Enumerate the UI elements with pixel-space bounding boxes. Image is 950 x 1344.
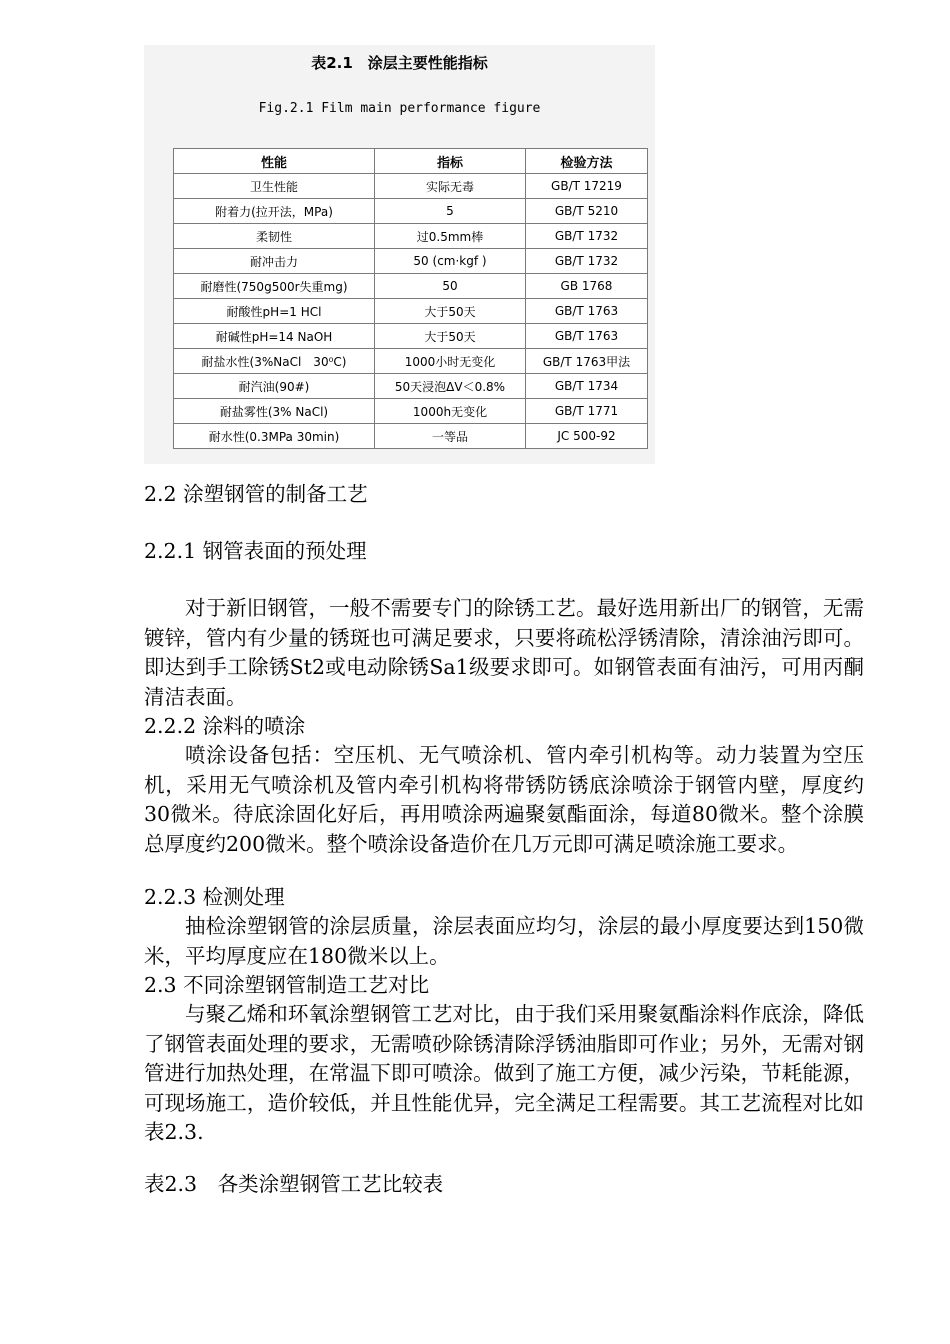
paragraph-2-3: 与聚乙烯和环氧涂塑钢管工艺对比，由于我们采用聚氨酯涂料作底涂，降低了钢管表面处理的要求，无需喷砂除锈清除浮锈油脂即可作业；另外，无需对钢管进行加热处理，在常温下即可喷涂。做到了施工方便，减少污染，节耗能源，可现场施工，造价较低，并且性能优异，完全满足工程需要。其工艺流程对比如表2.3. (144, 1002, 864, 1144)
table-cell: 柔韧性 (174, 224, 375, 249)
table-row (174, 224, 648, 249)
table-cell: 耐盐水性(3%NaCl 30⁰C) (174, 349, 375, 374)
table-cell: 耐盐雾性(3% NaCl) (174, 399, 375, 424)
table-cell: 50 (cm·kgf ) (375, 249, 526, 274)
table-row (174, 199, 648, 224)
table-row (174, 299, 648, 324)
table-cell: 大于50天 (375, 299, 526, 324)
table-cell: 1000小时无变化 (375, 349, 526, 374)
column-header: 检验方法 (526, 149, 648, 174)
table-cell: 卫生性能 (174, 174, 375, 199)
performance-table (173, 148, 648, 449)
table-cell: GB/T 1734 (526, 374, 648, 399)
table-cell: GB/T 1763 (526, 299, 648, 324)
figure-caption: Fig.2.1 Film main performance figure (258, 101, 541, 116)
table-cell: GB/T 1763甲法 (526, 349, 648, 374)
table-cell: GB/T 1771 (526, 399, 648, 424)
table-cell: 50天浸泡ΔV＜0.8% (375, 374, 526, 399)
section-heading-2-2-2: 2.2.2 涂料的喷涂 (144, 714, 306, 738)
table-cell: 一等品 (375, 424, 526, 449)
table-row (174, 374, 648, 399)
table-cell: 5 (375, 199, 526, 224)
table-row (174, 174, 648, 199)
table-cell: 1000h无变化 (375, 399, 526, 424)
table-cell: 过0.5mm棒 (375, 224, 526, 249)
table-cell: GB/T 17219 (526, 174, 648, 199)
table-2-3-title: 表2.3 各类涂塑钢管工艺比较表 (144, 1172, 444, 1196)
table-cell: 50 (375, 274, 526, 299)
table-cell: 耐冲击力 (174, 249, 375, 274)
table-row (174, 274, 648, 299)
paragraph-2-2-2: 喷涂设备包括：空压机、无气喷涂机、管内牵引机构等。动力装置为空压机，采用无气喷涂机及管内牵引机构将带锈防锈底涂喷涂于钢管内壁，厚度约30微米。待底涂固化好后，再用喷涂两遍聚氨酯面涂，每道80微米。整个涂膜总厚度约200微米。整个喷涂设备造价在几万元即可满足喷涂施工要求。 (144, 743, 864, 856)
table-cell: 大于50天 (375, 324, 526, 349)
table-body (174, 174, 648, 449)
section-heading-2-2-3: 2.2.3 检测处理 (144, 885, 285, 909)
table-cell: 耐汽油(90#) (174, 374, 375, 399)
table-cell: GB 1768 (526, 274, 648, 299)
table-cell: 耐水性(0.3MPa 30min) (174, 424, 375, 449)
table-cell: 耐碱性pH=14 NaOH (174, 324, 375, 349)
table-cell: 实际无毒 (375, 174, 526, 199)
table-cell: GB/T 5210 (526, 199, 648, 224)
column-header: 指标 (375, 149, 526, 174)
section-heading-2-3: 2.3 不同涂塑钢管制造工艺对比 (144, 973, 430, 997)
table-cell: GB/T 1732 (526, 249, 648, 274)
figure-title: 表2.1 涂层主要性能指标 (311, 54, 488, 72)
table-row (174, 249, 648, 274)
column-header: 性能 (174, 149, 375, 174)
paragraph-2-2-1: 对于新旧钢管，一般不需要专门的除锈工艺。最好选用新出厂的钢管，无需镀锌，管内有少量的锈斑也可满足要求，只要将疏松浮锈清除，清涂油污即可。即达到手工除锈St2或电动除锈Sa1级要求即可。如钢管表面有油污，可用丙酮清洁表面。 (144, 596, 864, 709)
table-cell: JC 500-92 (526, 424, 648, 449)
table-cell: 耐酸性pH=1 HCl (174, 299, 375, 324)
section-heading-2-2-1: 2.2.1 钢管表面的预处理 (144, 539, 367, 563)
table-cell: 附着力(拉开法，MPa) (174, 199, 375, 224)
table-cell: 耐磨性(750g500r失重mg) (174, 274, 375, 299)
table-header-row (174, 149, 648, 174)
table-row (174, 349, 648, 374)
table-row (174, 424, 648, 449)
paragraph-2-2-3: 抽检涂塑钢管的涂层质量，涂层表面应均匀，涂层的最小厚度要达到150微米，平均厚度应在180微米以上。 (144, 914, 864, 968)
table-cell: GB/T 1763 (526, 324, 648, 349)
performance-table-figure (144, 45, 655, 464)
table-cell: GB/T 1732 (526, 224, 648, 249)
table-row (174, 324, 648, 349)
table-row (174, 399, 648, 424)
section-heading-2-2: 2.2 涂塑钢管的制备工艺 (144, 482, 368, 506)
